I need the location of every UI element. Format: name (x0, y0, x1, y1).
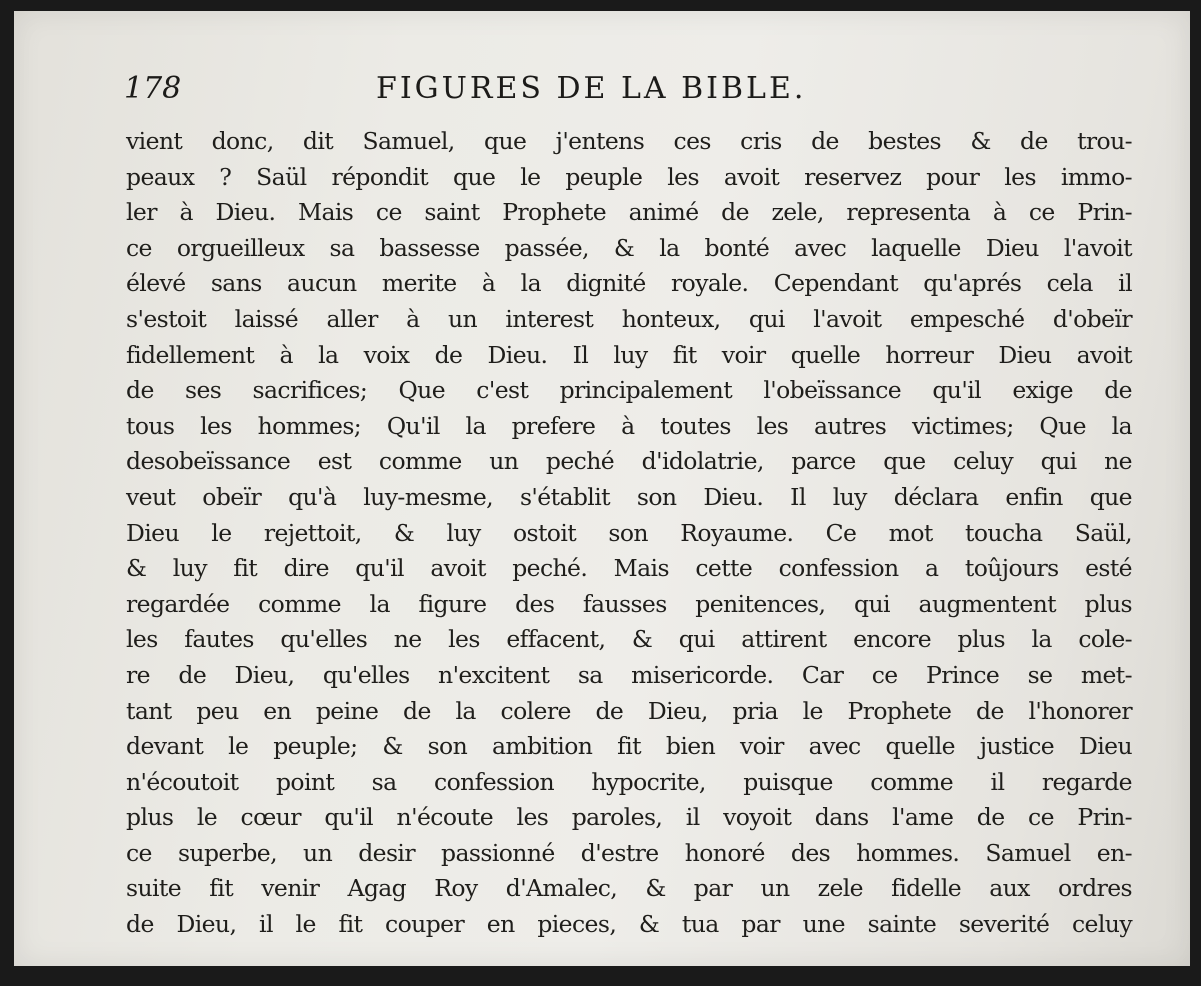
text-line: peaux ? Saül répondit que le peuple les avoit reservez pour les immo- (126, 162, 1132, 191)
text-line: plus le cœur qu'il n'écoute les paroles, il voyoit dans l'ame de ce Prin- (126, 803, 1132, 832)
text-line: ce orgueilleux sa bassesse passée, & la bonté avec laquelle Dieu l'avoit (126, 233, 1132, 262)
text-line: élevé sans aucun merite à la dignité royale. Cependant qu'aprés cela il (126, 269, 1132, 298)
text-line: fidellement à la voix de Dieu. Il luy fit voir quelle horreur Dieu avoit (126, 340, 1132, 369)
text-line: suite fit venir Agag Roy d'Amalec, & par un zele fidelle aux ordres (126, 874, 1132, 903)
text-line: les fautes qu'elles ne les effacent, & qui attirent encore plus la cole- (126, 625, 1132, 654)
text-line: ce superbe, un desir passionné d'estre honoré des hommes. Samuel en- (126, 838, 1132, 867)
text-line: regardée comme la figure des fausses penitences, qui augmentent plus (126, 589, 1132, 618)
book-page (14, 11, 1190, 966)
text-line: veut obeïr qu'à luy-mesme, s'établit son Dieu. Il luy déclara enfin que (126, 482, 1132, 511)
page-header (124, 71, 1124, 121)
text-line: desobeïssance est comme un peché d'idolatrie, parce que celuy qui ne (126, 447, 1132, 476)
running-title: FIGURES DE LA BIBLE. (376, 71, 807, 106)
text-line: Dieu le rejettoit, & luy ostoit son Royaume. Ce mot toucha Saül, (126, 518, 1132, 547)
text-line: vient donc, dit Samuel, que j'entens ces cris de bestes & de trou- (126, 127, 1132, 155)
text-line: n'écoutoit point sa confession hypocrite, puisque comme il regarde (126, 767, 1132, 796)
text-line: tous les hommes; Qu'il la prefere à toutes les autres victimes; Que la (126, 411, 1132, 440)
text-line: ler à Dieu. Mais ce saint Prophete animé de zele, representa à ce Prin- (126, 198, 1132, 227)
text-line: & luy fit dire qu'il avoit peché. Mais cette confession a toûjours esté (126, 554, 1132, 583)
text-line: de ses sacrifices; Que c'est principalement l'obeïssance qu'il exige de (126, 376, 1132, 405)
text-line: de Dieu, il le fit couper en pieces, & tua par une sainte severité celuy (126, 910, 1132, 939)
text-line: s'estoit laissé aller à un interest honteux, qui l'avoit empesché d'obeïr (126, 304, 1132, 333)
text-line: devant le peuple; & son ambition fit bien voir avec quelle justice Dieu (126, 732, 1132, 761)
text-line: tant peu en peine de la colere de Dieu, pria le Prophete de l'honorer (126, 696, 1132, 725)
text-line: re de Dieu, qu'elles n'excitent sa misericorde. Car ce Prince se met- (126, 660, 1132, 689)
page-number: 178 (124, 71, 182, 106)
body-text (126, 124, 1132, 943)
